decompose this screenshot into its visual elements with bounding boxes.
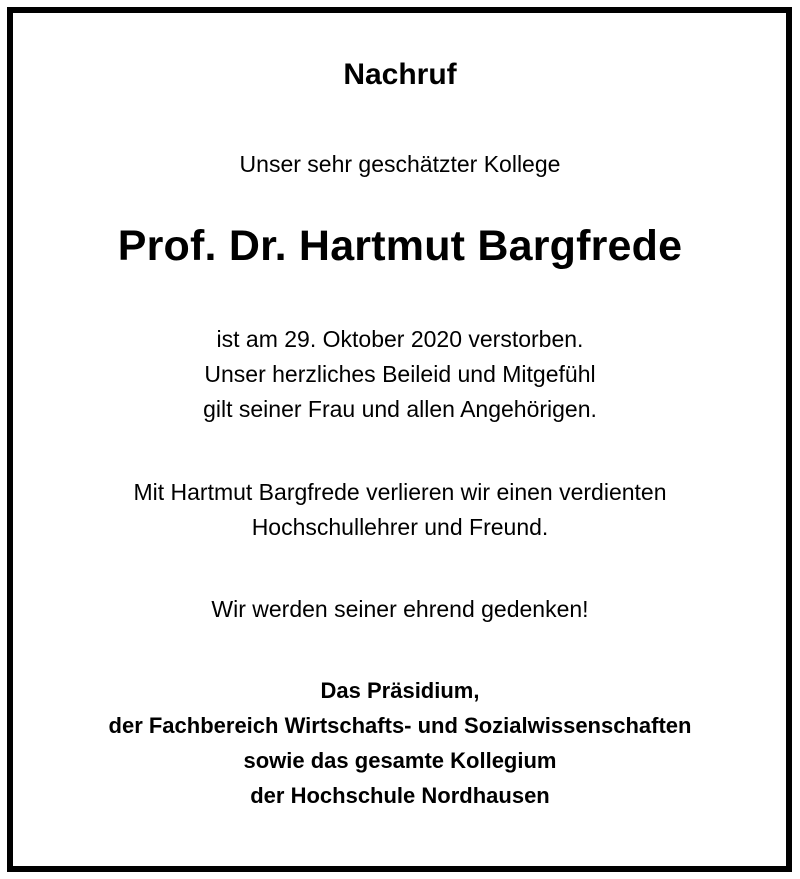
paragraph-2-line-2: Hochschullehrer und Freund. [251, 514, 549, 540]
paragraph-1-line-2: Unser herzliches Beileid und Mitgefühl [204, 361, 596, 387]
paragraph-3: Wir werden seiner ehrend gedenken! [211, 596, 589, 622]
signature-line-4: der Hochschule Nordhausen [250, 783, 550, 808]
intro-line: Unser sehr geschätzter Kollege [239, 151, 561, 177]
deceased-name: Prof. Dr. Hartmut Bargfrede [117, 222, 683, 270]
paragraph-1-line-1: ist am 29. Oktober 2020 verstorben. [216, 326, 584, 352]
paragraph-2-line-1: Mit Hartmut Bargfrede verlieren wir einen verdienten [133, 479, 667, 505]
paragraph-1-line-3: gilt seiner Frau und allen Angehörigen. [203, 396, 597, 422]
notice-heading: Nachruf [343, 58, 457, 91]
signature-line-1: Das Präsidium, [320, 678, 480, 703]
signature-line-2: der Fachbereich Wirtschafts- und Sozialwissenschaften [108, 713, 692, 738]
signature-line-3: sowie das gesamte Kollegium [243, 748, 557, 773]
